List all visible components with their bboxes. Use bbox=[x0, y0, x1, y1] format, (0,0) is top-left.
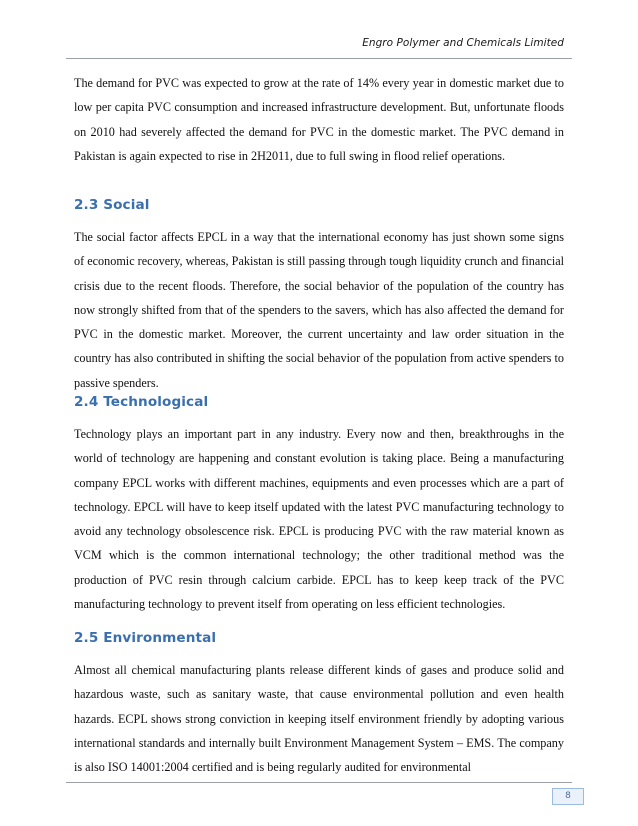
section-body-social: The social factor affects EPCL in a way that the international economy has just shown some signs of economic recovery, whereas, Pakistan is still passing through tough liquidity crunch and financial crisis due to the recent floods. Therefore, the social behavior of the population of the country has now strongly shifted from that of the spenders to the savers, which has also affected the demand for PVC in the domestic market. Moreover, the current uncertainty and law order situation in the country has also contributed in shifting the social behavior of the population from active spenders to passive spenders. bbox=[74, 230, 564, 390]
section-heading-technological: 2.4 Technological bbox=[74, 394, 209, 410]
footer-divider bbox=[66, 782, 572, 783]
intro-paragraph: The demand for PVC was expected to grow at the rate of 14% every year in domestic market due to low per capita PVC consumption and increased infrastructure development. But, unfortunate floods on 2010 had severely affected the demand for PVC in the domestic market. The PVC demand in Pakistan is again expected to rise in 2H2011, due to full swing in flood relief operations. bbox=[74, 76, 564, 163]
page-number: 8 bbox=[552, 788, 584, 805]
section-body-environmental: Almost all chemical manufacturing plants release different kinds of gases and produce solid and hazardous waste, such as sanitary waste, that cause environmental pollution and even health hazards. ECPL shows strong conviction in keeping itself environment friendly by adopting various international standards and internally built Environment Management System – EMS. The company is also ISO 14001:2004 certified and is being regularly audited for environmental bbox=[74, 663, 564, 775]
running-header: Engro Polymer and Chemicals Limited bbox=[362, 37, 564, 49]
section-body-technological: Technology plays an important part in any industry. Every now and then, breakthroughs in the world of technology are happening and constant evolution is taking place. Being a manufacturing company EPCL works with different machines, equipments and even processes which are a part of technology. EPCL will have to keep itself updated with the latest PVC manufacturing technology to avoid any technology obsolescence risk. EPCL is producing PVC with the raw material known as VCM which is the common international technology; the other traditional method was the production of PVC resin through calcium carbide. EPCL has to keep keep track of the PVC manufacturing technology to prevent itself from operating on less efficient technologies. bbox=[74, 427, 564, 612]
section-heading-social: 2.3 Social bbox=[74, 197, 150, 213]
section-heading-environmental: 2.5 Environmental bbox=[74, 630, 217, 646]
header-divider bbox=[66, 58, 572, 59]
